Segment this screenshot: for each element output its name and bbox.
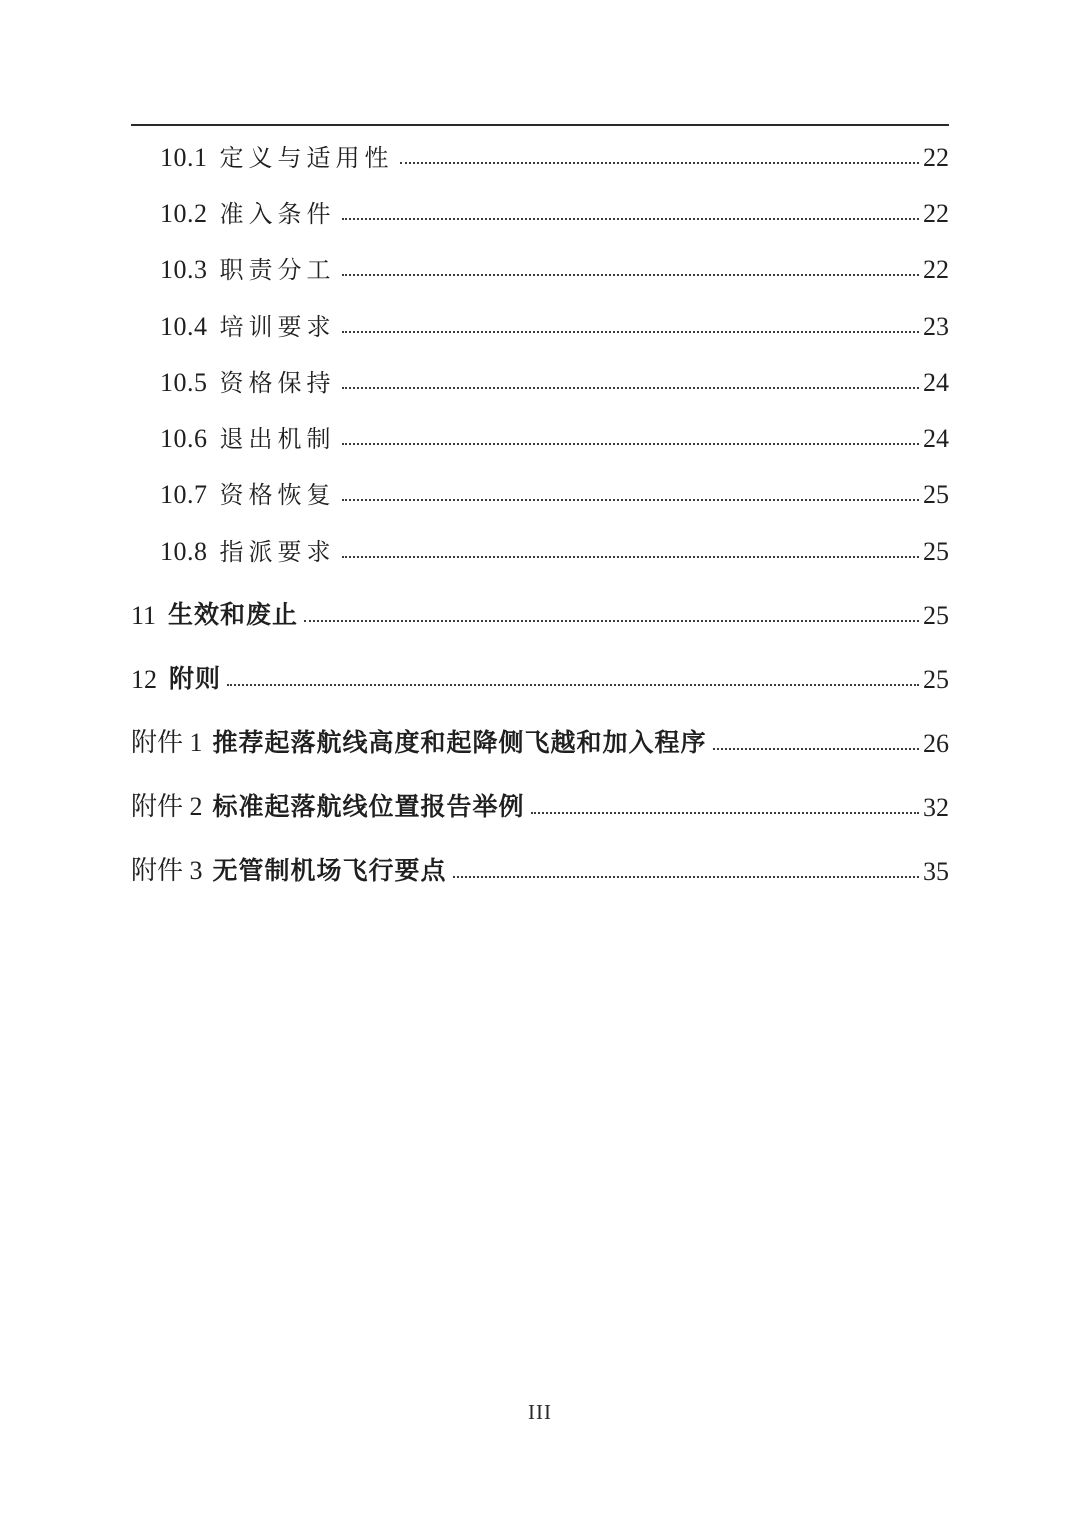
toc-entry-page: 22 [923,143,949,172]
dot-leader [342,274,920,276]
dot-leader [342,499,920,501]
toc-entry-10-1[interactable] [160,133,949,173]
toc-entry-number: 附件 1 [131,728,203,757]
toc-entry-page: 24 [923,424,949,453]
toc-entry-10-8[interactable] [160,527,949,567]
toc-entry-appendix-2[interactable] [131,783,949,823]
toc-entry-page: 24 [923,368,949,397]
dot-leader [342,331,920,333]
dot-leader [713,748,919,750]
toc-entry-page: 25 [923,480,949,509]
toc-entry-title: 资格恢复 [219,481,336,509]
dot-leader [342,218,920,220]
toc-entry-page: 22 [923,255,949,284]
toc-entry-title: 准入条件 [219,200,336,228]
toc-entry-10-2[interactable] [160,189,949,229]
toc-entry-title: 标准起落航线位置报告举例 [212,792,525,821]
dot-leader [531,812,919,814]
toc-entry-title: 附则 [169,664,222,693]
toc-entry-title: 培训要求 [219,313,336,341]
toc-entry-10-4[interactable] [160,302,949,342]
toc-entry-appendix-1[interactable] [131,719,949,759]
toc-entry-page: 25 [923,537,949,566]
toc-entry-10-7[interactable] [160,470,949,510]
toc-entry-number: 11 [131,601,157,630]
toc-entry-title: 无管制机场飞行要点 [212,856,447,885]
toc-entry-number: 10.4 [160,312,208,341]
toc-entry-number: 10.2 [160,199,208,228]
toc-entry-number: 附件 3 [131,856,203,885]
dot-leader [342,443,920,445]
header-rule [131,124,949,126]
toc-entry-page: 25 [923,665,949,694]
toc-entry-page: 23 [923,312,949,341]
toc-entry-title: 退出机制 [219,425,336,453]
toc-entry-page: 35 [923,857,949,886]
toc-entry-10-5[interactable] [160,358,949,398]
toc-entry-10-3[interactable] [160,245,949,285]
toc-entry-page: 22 [923,199,949,228]
toc-entry-10-6[interactable] [160,414,949,454]
dot-leader [342,387,920,389]
toc-entry-number: 10.3 [160,255,208,284]
dot-leader [453,876,919,878]
toc-entry-number: 10.8 [160,537,208,566]
toc-entry-number: 10.6 [160,424,208,453]
toc-entry-number: 10.1 [160,143,208,172]
toc-entry-page: 26 [923,729,949,758]
dot-leader [400,162,920,164]
dot-leader [227,684,919,686]
dot-leader [342,556,920,558]
toc-entry-number: 附件 2 [131,792,203,821]
toc-entry-title: 推荐起落航线高度和起降侧飞越和加入程序 [212,728,707,757]
toc-entry-title: 定义与适用性 [219,144,394,172]
toc-entry-11[interactable] [131,591,949,631]
toc-entry-number: 10.5 [160,368,208,397]
page-number: III [528,1400,552,1424]
dot-leader [304,620,919,622]
toc-entry-title: 指派要求 [219,538,336,566]
toc-entry-page: 32 [923,793,949,822]
toc-entry-appendix-3[interactable] [131,847,949,887]
toc-entry-12[interactable] [131,655,949,695]
toc-entry-page: 25 [923,601,949,630]
toc-entry-number: 12 [131,665,157,694]
toc-entry-number: 10.7 [160,480,208,509]
toc-entry-title: 生效和废止 [168,600,299,629]
toc-entry-title: 职责分工 [219,256,336,284]
toc-entry-title: 资格保持 [219,369,336,397]
